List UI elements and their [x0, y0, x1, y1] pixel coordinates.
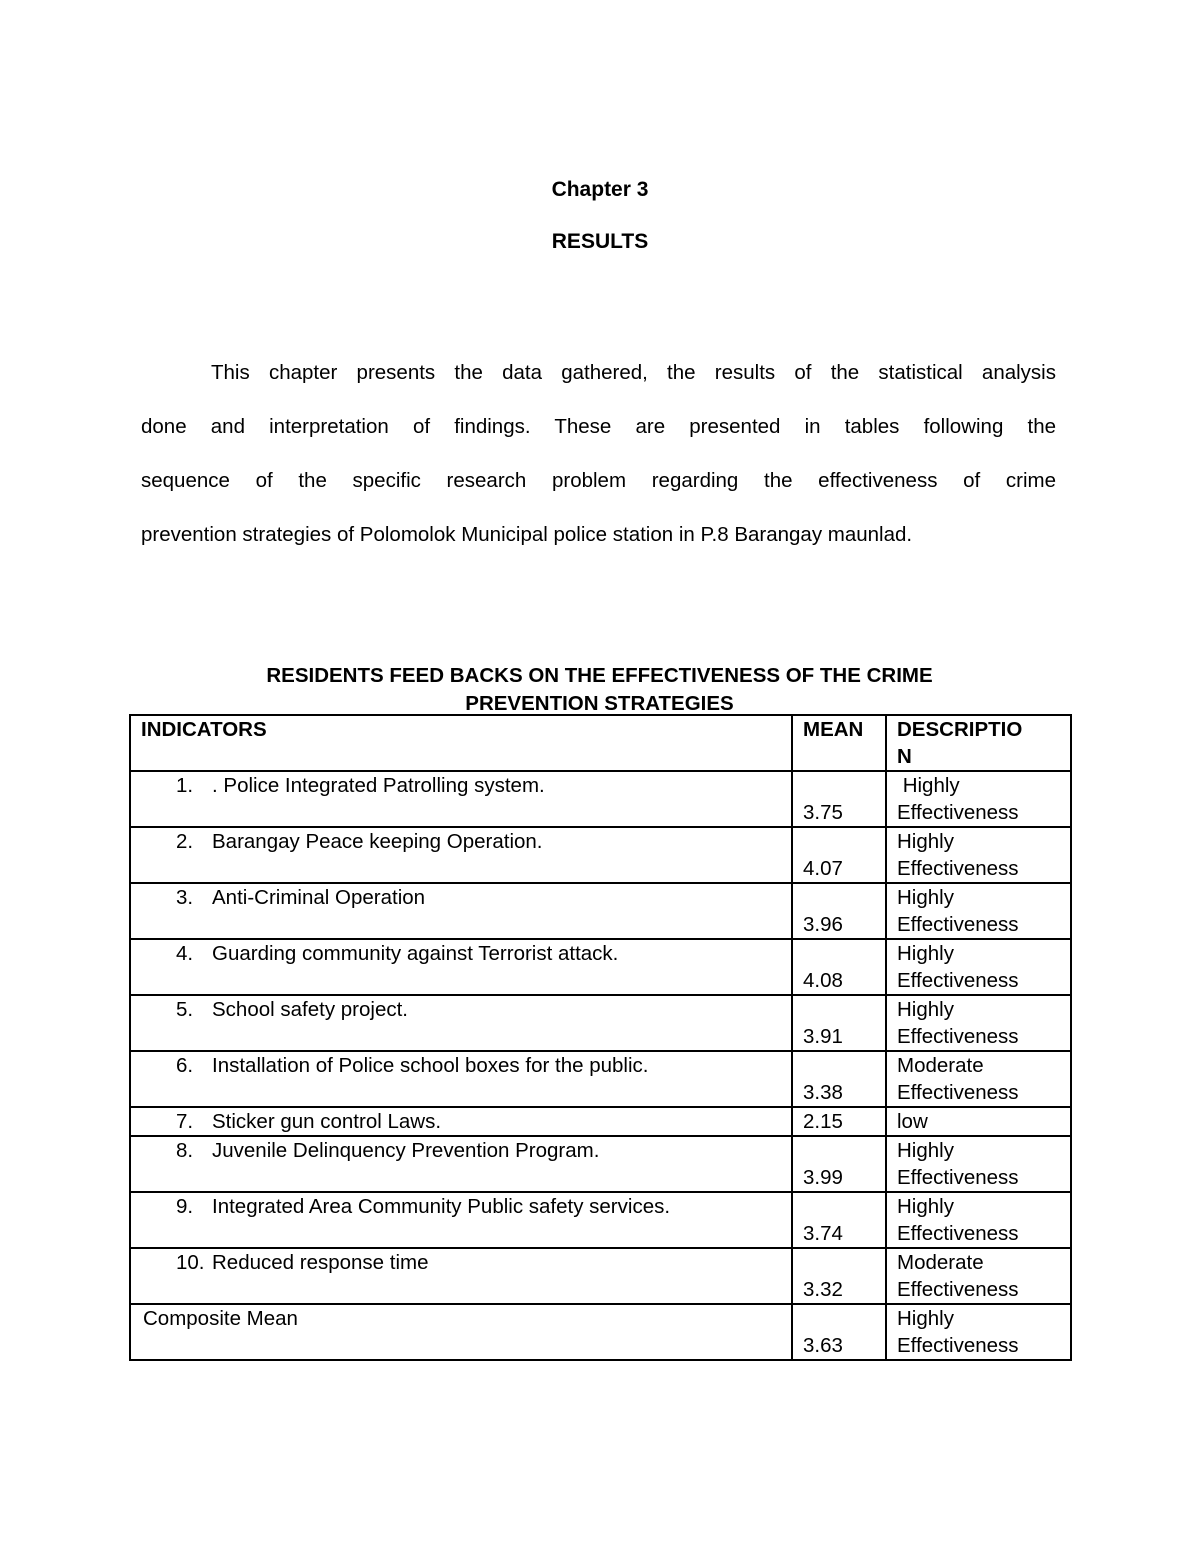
description-line: Highly	[897, 1139, 954, 1162]
table-row	[130, 1107, 1071, 1136]
description-line: Moderate	[897, 1054, 984, 1077]
indicator-cell	[130, 1107, 792, 1136]
indicator-cell	[130, 1248, 792, 1304]
indicator-cell	[130, 1136, 792, 1192]
description-line: Highly	[897, 998, 954, 1021]
intro-line: done and interpretation of findings. These are presented in tables following the	[141, 415, 1056, 438]
description-line: Highly	[897, 942, 954, 965]
header-mean: MEAN	[792, 715, 886, 771]
indicator-number: 6.	[176, 1054, 194, 1077]
description-line: Effectiveness	[897, 1025, 1019, 1048]
table-title-line: RESIDENTS FEED BACKS ON THE EFFECTIVENESS OF THE CRIME	[266, 664, 933, 687]
description-line: Highly	[897, 1307, 954, 1330]
mean-cell: 3.74	[792, 1192, 886, 1248]
indicator-number: 3.	[176, 886, 194, 909]
description-line: Effectiveness	[897, 913, 1019, 936]
indicator-text: Anti-Criminal Operation	[212, 886, 426, 909]
mean-cell: 3.96	[792, 883, 886, 939]
description-line: Effectiveness	[897, 857, 1019, 880]
mean-cell: 4.07	[792, 827, 886, 883]
indicator-cell	[130, 771, 792, 827]
indicator-text: Barangay Peace keeping Operation.	[212, 830, 543, 853]
mean-cell: 3.75	[792, 771, 886, 827]
description-line: Moderate	[897, 1251, 984, 1274]
indicator-text: Sticker gun control Laws.	[212, 1110, 442, 1133]
composite-description	[886, 1304, 1071, 1360]
description-line: low	[897, 1110, 928, 1133]
header-description	[886, 715, 1071, 771]
description-line: Effectiveness	[897, 1278, 1019, 1301]
mean-cell: 3.91	[792, 995, 886, 1051]
table-row	[130, 771, 1071, 827]
table-row	[130, 883, 1071, 939]
description-line: Effectiveness	[897, 801, 1019, 824]
header-description-line: DESCRIPTIO	[897, 718, 1023, 741]
description-line: Highly	[897, 830, 954, 853]
description-cell	[886, 1107, 1071, 1136]
indicator-number: 7.	[176, 1110, 194, 1133]
table-title	[130, 662, 1069, 718]
mean-cell: 3.99	[792, 1136, 886, 1192]
composite-mean: 3.63	[792, 1304, 886, 1360]
indicator-text: School safety project.	[212, 998, 408, 1021]
description-line: Highly	[897, 774, 960, 797]
description-line: Effectiveness	[897, 1081, 1019, 1104]
table-title-line: PREVENTION STRATEGIES	[465, 692, 734, 715]
table-row	[130, 1248, 1071, 1304]
indicator-number: 4.	[176, 942, 194, 965]
indicator-text: . Police Integrated Patrolling system.	[212, 774, 545, 797]
chapter-title: Chapter 3	[551, 178, 649, 201]
results-table	[129, 714, 1072, 1361]
indicator-cell	[130, 827, 792, 883]
intro-line: sequence of the specific research problem regarding the effectiveness of crime	[141, 469, 1056, 492]
description-cell	[886, 883, 1071, 939]
indicator-number: 9.	[176, 1195, 194, 1218]
description-cell	[886, 827, 1071, 883]
description-line: Effectiveness	[897, 969, 1019, 992]
table-row	[130, 827, 1071, 883]
description-line: Highly	[897, 1195, 954, 1218]
description-cell	[886, 771, 1071, 827]
composite-label: Composite Mean	[130, 1304, 792, 1360]
table-row	[130, 1136, 1071, 1192]
description-cell	[886, 1192, 1071, 1248]
description-line: Effectiveness	[897, 1334, 1019, 1357]
indicator-text: Juvenile Delinquency Prevention Program.	[212, 1139, 600, 1162]
mean-cell: 3.32	[792, 1248, 886, 1304]
indicator-text: Installation of Police school boxes for the public.	[212, 1054, 649, 1077]
description-cell	[886, 1248, 1071, 1304]
description-line: Effectiveness	[897, 1166, 1019, 1189]
indicator-cell	[130, 995, 792, 1051]
table-header-row	[130, 715, 1071, 771]
description-cell	[886, 1051, 1071, 1107]
indicator-number: 8.	[176, 1139, 194, 1162]
indicator-number: 10.	[176, 1251, 205, 1274]
table-row	[130, 1192, 1071, 1248]
description-line: Effectiveness	[897, 1222, 1019, 1245]
indicator-cell	[130, 1051, 792, 1107]
indicator-cell	[130, 883, 792, 939]
indicator-number: 5.	[176, 998, 194, 1021]
section-title: RESULTS	[551, 230, 649, 253]
header-description-line: N	[897, 745, 912, 768]
description-line: Highly	[897, 886, 954, 909]
mean-cell: 3.38	[792, 1051, 886, 1107]
table-row	[130, 995, 1071, 1051]
intro-paragraph	[141, 346, 1056, 562]
indicator-number: 1.	[176, 774, 194, 797]
indicator-text: Reduced response time	[212, 1251, 429, 1274]
description-cell	[886, 995, 1071, 1051]
indicator-cell	[130, 939, 792, 995]
indicator-text: Integrated Area Community Public safety services.	[212, 1195, 671, 1218]
indicator-cell	[130, 1192, 792, 1248]
table-row	[130, 1051, 1071, 1107]
description-cell	[886, 1136, 1071, 1192]
description-cell	[886, 939, 1071, 995]
composite-row	[130, 1304, 1071, 1360]
intro-line: prevention strategies of Polomolok Municipal police station in P.8 Barangay maunlad.	[141, 523, 913, 546]
mean-cell: 4.08	[792, 939, 886, 995]
indicator-text: Guarding community against Terrorist attack.	[212, 942, 619, 965]
table-row	[130, 939, 1071, 995]
header-indicators: INDICATORS	[130, 715, 792, 771]
mean-cell: 2.15	[792, 1107, 886, 1136]
intro-line: This chapter presents the data gathered, the results of the statistical analysis	[211, 361, 1056, 384]
indicator-number: 2.	[176, 830, 194, 853]
